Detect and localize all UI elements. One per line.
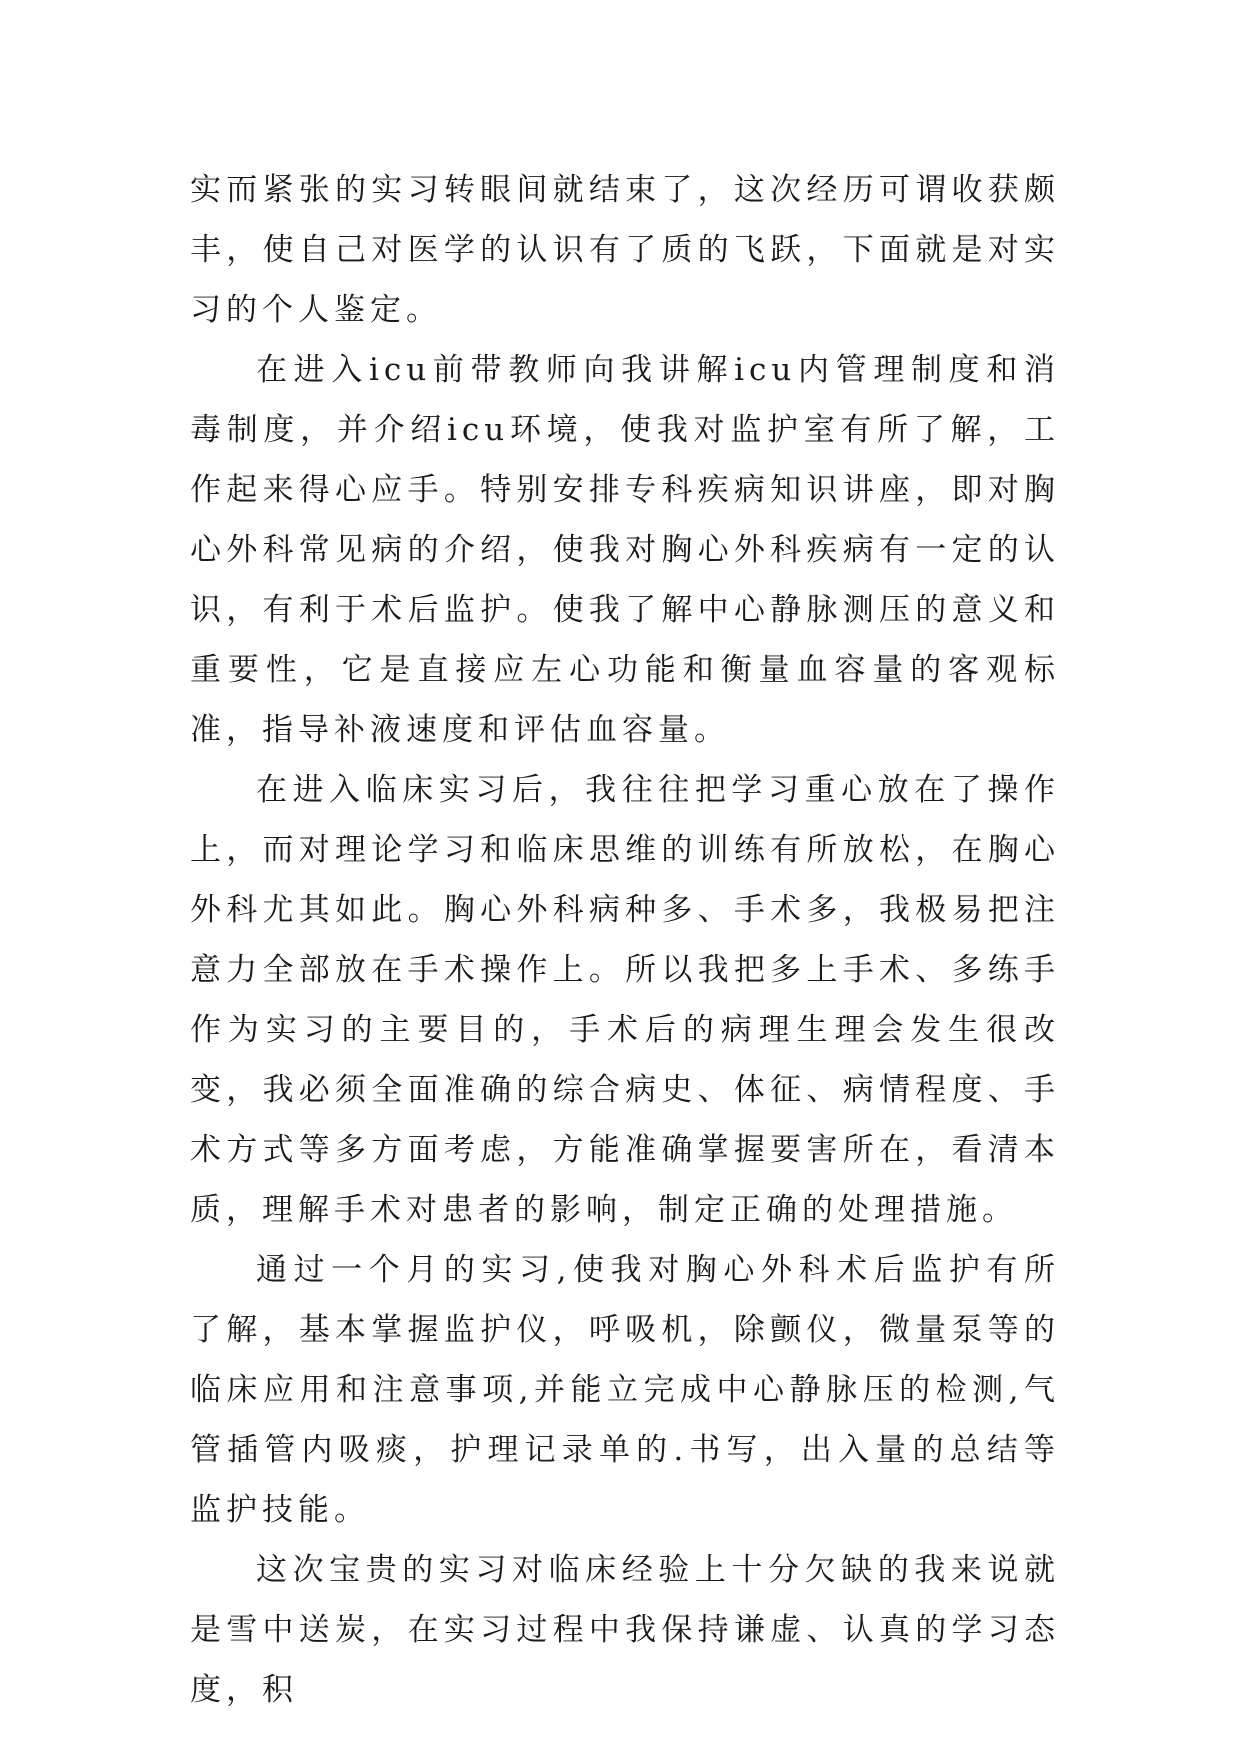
paragraph-internship-summary: 实而紧张的实习转眼间就结束了，这次经历可谓收获颇丰，使自己对医学的认识有了质的飞跃，下面就是对实习的个人鉴定。	[190, 172, 1060, 328]
paragraph-icu-introduction: 在进入icu前带教师向我讲解icu内管理制度和消毒制度，并介绍icu环境，使我对监护室有所了解，工作起来得心应手。特别安排专科疾病知识讲座，即对胸心外科常见病的介绍，使我对胸心外科疾病有一定的认识，有利于术后监护。使我了解中心静脉测压的意义和重要性，它是直接应左心功能和衡量血容量的客观标准，指导补液速度和评估血容量。	[190, 352, 1060, 748]
paragraph-learning-attitude: 这次宝贵的实习对临床经验上十分欠缺的我来说就是雪中送炭，在实习过程中我保持谦虚、认真的学习态度，积	[190, 1552, 1060, 1708]
document-body	[190, 160, 1060, 1720]
paragraph-clinical-practice: 在进入临床实习后，我往往把学习重心放在了操作上，而对理论学习和临床思维的训练有所放松，在胸心外科尤其如此。胸心外科病种多、手术多，我极易把注意力全部放在手术操作上。所以我把多上手术、多练手作为实习的主要目的，手术后的病理生理会发生很改变，我必须全面准确的综合病史、体征、病情程度、手术方式等多方面考虑，方能准确掌握要害所在，看清本质，理解手术对患者的影响，制定正确的处理措施。	[190, 772, 1060, 1228]
paragraph-monitoring-skills: 通过一个月的实习,使我对胸心外科术后监护有所了解，基本掌握监护仪，呼吸机，除颤仪，微量泵等的临床应用和注意事项,并能立完成中心静脉压的检测,气管插管内吸痰，护理记录单的.书写，出入量的总结等监护技能。	[190, 1252, 1060, 1528]
